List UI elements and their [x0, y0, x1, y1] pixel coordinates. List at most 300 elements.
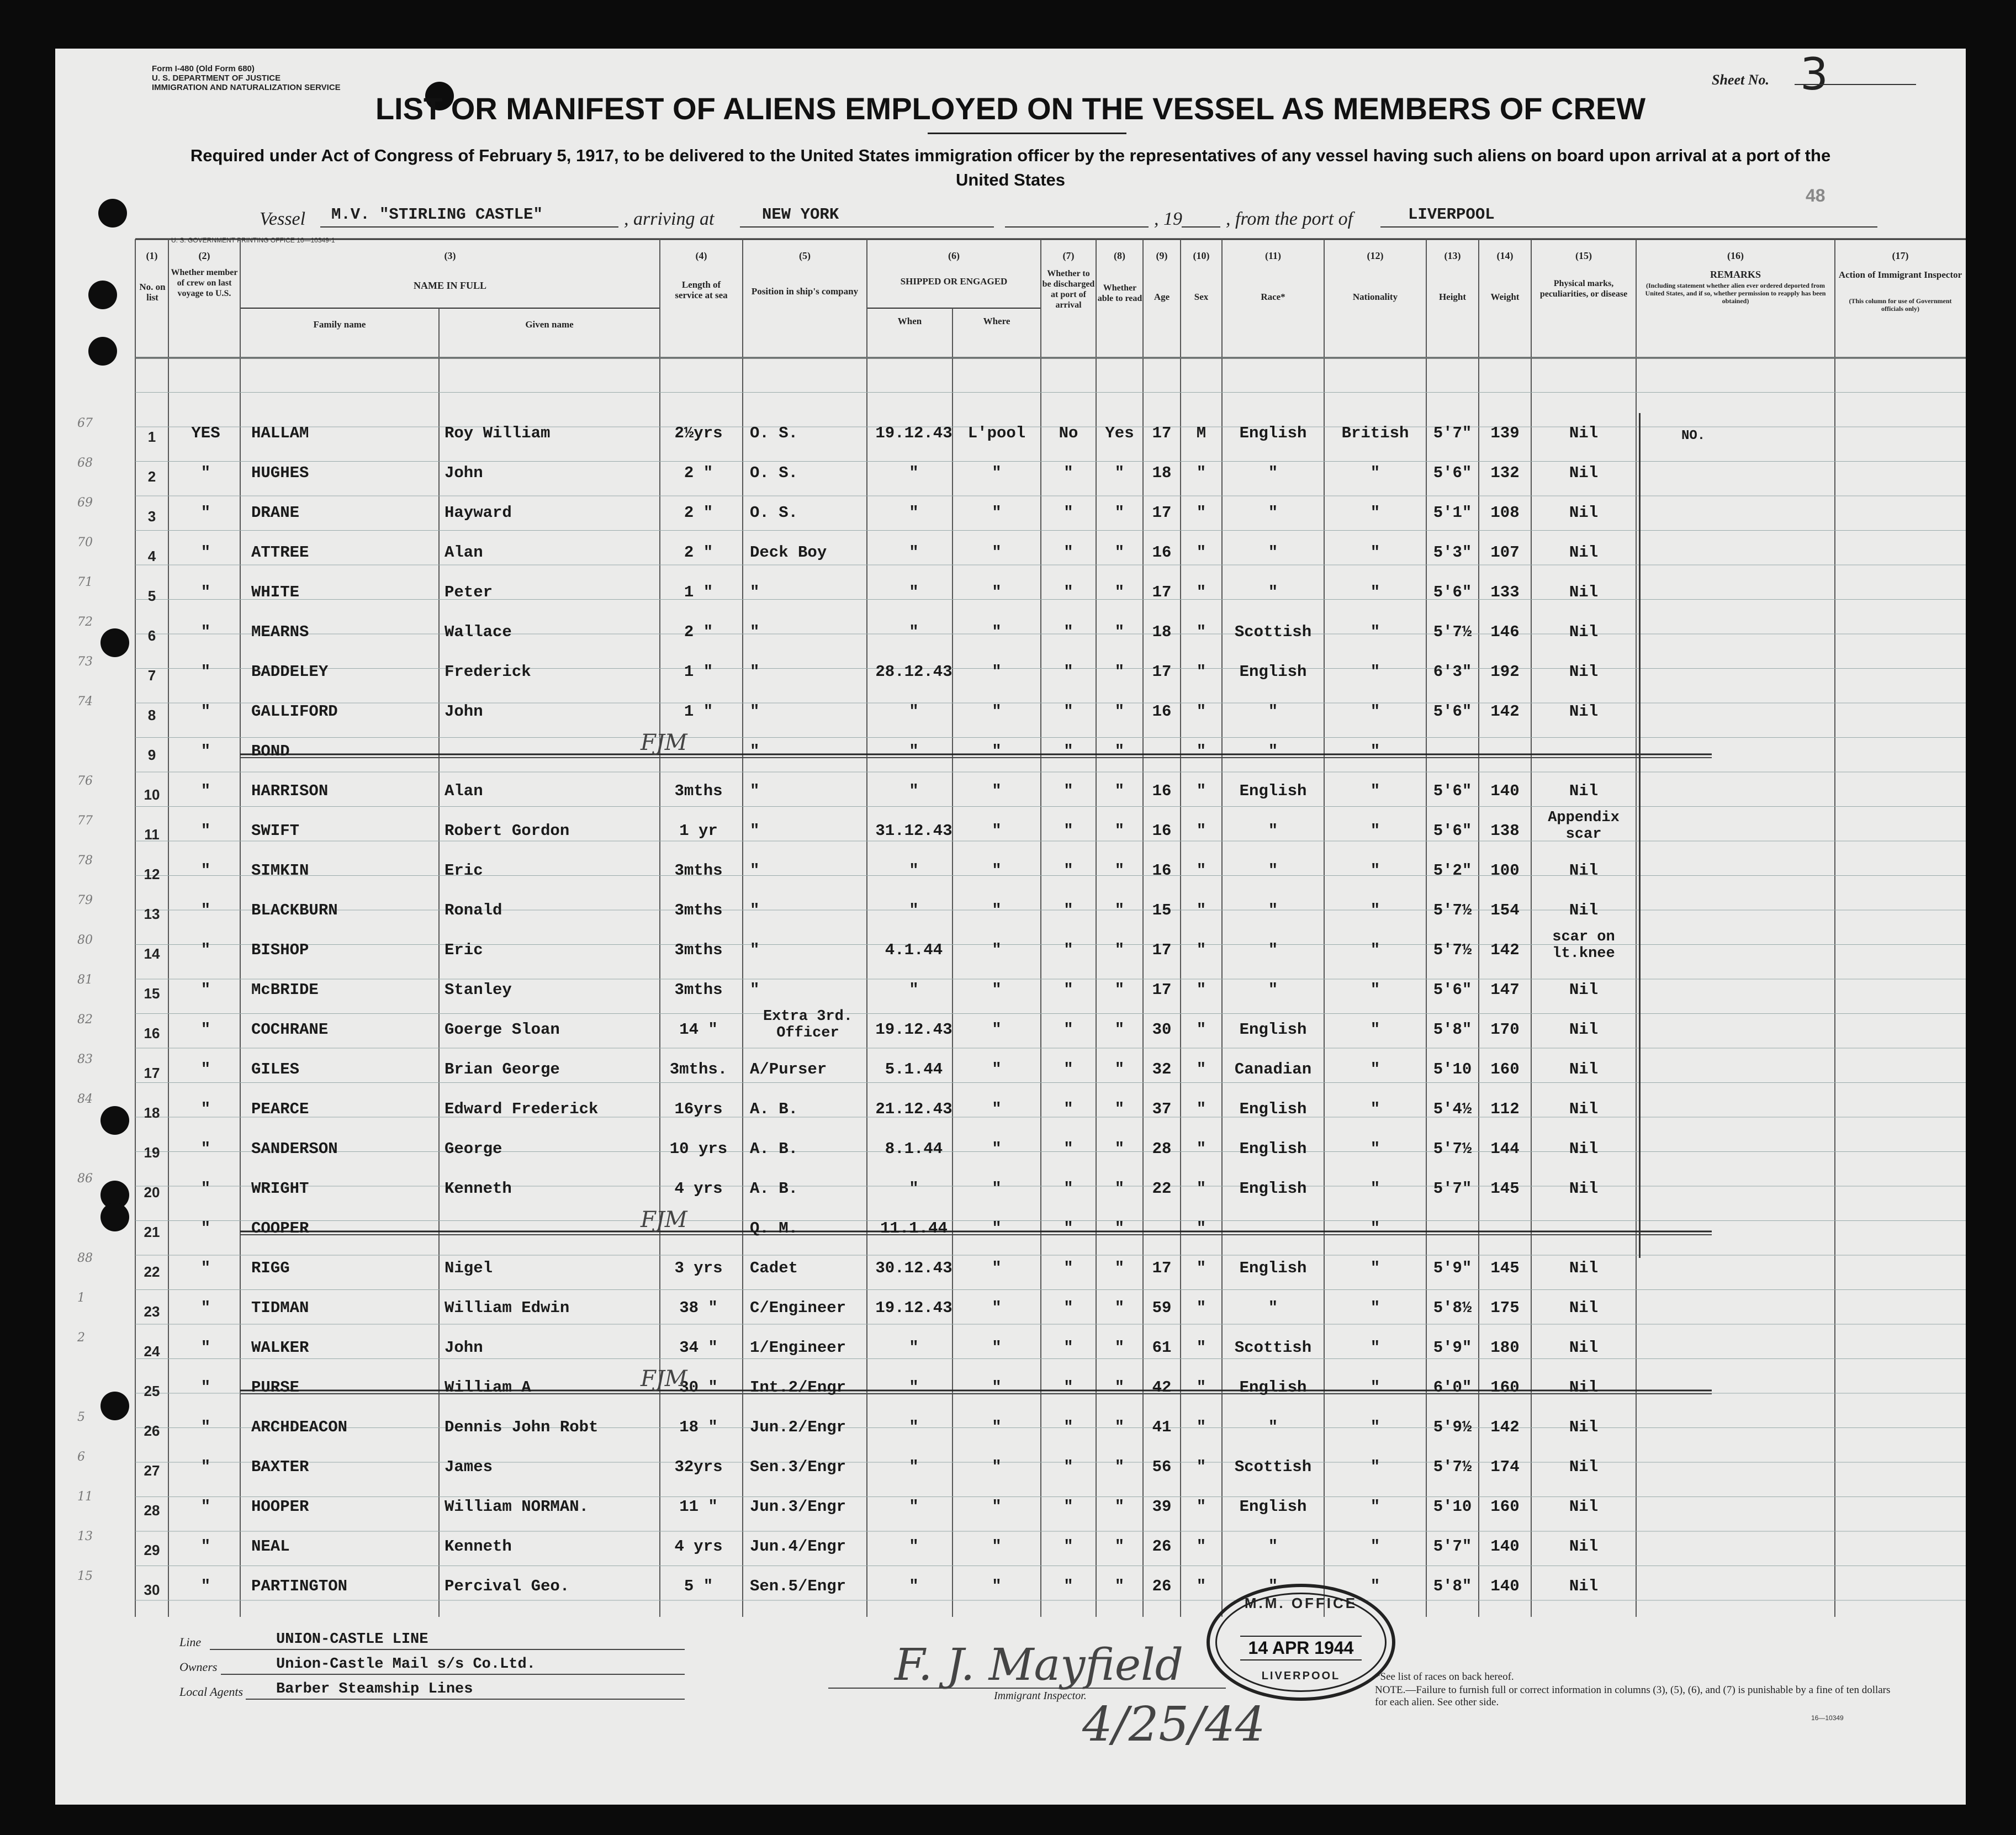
cell-race: Scottish [1234, 1458, 1312, 1476]
cell-marks: Nil [1569, 782, 1599, 800]
col-num-16: (16) [1727, 250, 1744, 261]
strike-initials: FJM [641, 1207, 687, 1233]
cell-marks: Nil [1569, 1259, 1599, 1277]
cell-disch: " [1063, 504, 1073, 522]
cell-given: William NORMAN. [445, 1498, 589, 1516]
col-header-nationality: Nationality [1352, 292, 1398, 302]
cell-age: 61 [1152, 1339, 1172, 1357]
cell-disch: " [1063, 1140, 1073, 1158]
cell-when: " [909, 504, 919, 522]
cell-prev: " [200, 981, 211, 999]
form-code: 16—10349 [1811, 1714, 1844, 1722]
cell-sex: " [1196, 1577, 1207, 1595]
table-row [55, 1331, 1966, 1378]
cell-height: 5'10 [1433, 1498, 1472, 1516]
row-number: 28 [144, 1502, 160, 1519]
cell-nat: " [1370, 702, 1380, 721]
col-header-given: Given name [525, 319, 574, 330]
cell-disch: " [1063, 782, 1073, 800]
cell-prev: YES [191, 424, 220, 442]
cell-given: Percival Geo. [445, 1577, 570, 1595]
table-row [55, 536, 1966, 583]
margin-annotation: 67 [77, 416, 93, 430]
cell-nat: " [1370, 1378, 1380, 1397]
col-header-remarks: REMARKS [1710, 269, 1761, 280]
cell-service: 16yrs [674, 1100, 723, 1118]
cell-position: A/Purser [750, 1060, 827, 1078]
line-value: UNION-CASTLE LINE [276, 1631, 428, 1648]
cell-nat: " [1370, 504, 1380, 522]
cell-read: " [1114, 1140, 1125, 1158]
col-num-11: (11) [1265, 250, 1281, 261]
cell-marks: Nil [1569, 663, 1599, 681]
cell-position: " [750, 901, 760, 919]
cell-nat: " [1370, 464, 1380, 482]
cell-height: 5'7" [1433, 1537, 1472, 1556]
cell-read: " [1114, 702, 1125, 721]
col-header-weight: Weight [1490, 292, 1520, 302]
margin-annotation: 77 [77, 814, 93, 828]
cell-family: BAXTER [251, 1458, 309, 1476]
cell-service: 2½yrs [674, 424, 723, 442]
table-row [55, 730, 1966, 782]
owners-rule [221, 1674, 685, 1675]
row-number: 16 [144, 1025, 160, 1041]
cell-position: Sen.5/Engr [750, 1577, 846, 1595]
cell-read: " [1114, 504, 1125, 522]
cell-prev: " [200, 1299, 211, 1317]
service-name: IMMIGRATION AND NATURALIZATION SERVICE [152, 83, 341, 92]
cell-family: TIDMAN [251, 1299, 309, 1317]
cell-height: 5'6" [1433, 583, 1472, 601]
cell-disch: " [1063, 623, 1073, 641]
cell-height: 6'3" [1433, 663, 1472, 681]
cell-sex: " [1196, 702, 1207, 721]
cell-service: 2 " [684, 543, 713, 562]
stamp-top-text: M.M. OFFICE [1244, 1595, 1358, 1611]
cell-age: 26 [1152, 1577, 1172, 1595]
cell-family: PURSE [251, 1378, 300, 1397]
cell-family: BLACKBURN [251, 901, 338, 919]
cell-disch: " [1063, 1259, 1073, 1277]
margin-annotation: 69 [77, 496, 93, 510]
col-header-service: Length of service at sea [675, 279, 728, 300]
cell-when: " [909, 901, 919, 919]
cell-given: John [445, 702, 483, 721]
cell-read: " [1114, 1339, 1125, 1357]
cell-prev: " [200, 1577, 211, 1595]
cell-sex: " [1196, 822, 1207, 840]
cell-weight: 108 [1490, 504, 1520, 522]
cell-when: " [909, 1378, 919, 1397]
col-num-5: (5) [799, 250, 811, 261]
cell-prev: " [200, 583, 211, 601]
cell-family: WHITE [251, 583, 300, 601]
cell-height: 5'7" [1433, 1180, 1472, 1198]
cell-age: 32 [1152, 1060, 1172, 1078]
table-row [55, 1530, 1966, 1577]
cell-prev: " [200, 623, 211, 641]
cell-prev: " [200, 1339, 211, 1357]
row-number: 17 [144, 1065, 160, 1081]
cell-sex: " [1196, 1299, 1207, 1317]
margin-annotation: 5 [77, 1410, 85, 1424]
cell-race: English [1239, 1140, 1307, 1158]
cell-when: " [909, 1537, 919, 1556]
cell-given: Stanley [445, 981, 512, 999]
cell-age: 16 [1152, 861, 1172, 880]
fine-note: NOTE.—Failure to furnish full or correct information in columns (3), (5), (6), and (7) is punishable by a fine of ten dollars for each alien. See other side. [1375, 1684, 1891, 1708]
cell-family: SANDERSON [251, 1140, 338, 1158]
row-number: 15 [144, 985, 160, 1002]
cell-position: " [750, 663, 760, 681]
col-num-15: (15) [1575, 250, 1592, 261]
form-number: Form I-480 (Old Form 680) [152, 64, 255, 73]
cell-nat: " [1370, 981, 1380, 999]
cell-service: 4 yrs [674, 1537, 723, 1556]
cell-service: 4 yrs [674, 1180, 723, 1198]
cell-given: Goerge Sloan [445, 1020, 560, 1039]
cell-when: " [909, 1458, 919, 1476]
cell-age: 17 [1152, 583, 1172, 601]
cell-where: " [992, 1577, 1002, 1595]
cell-sex: " [1196, 663, 1207, 681]
cell-marks: Nil [1569, 981, 1599, 999]
cell-where: " [992, 1100, 1002, 1118]
cell-prev: " [200, 742, 211, 760]
col-header-age: Age [1153, 292, 1170, 302]
cell-when: " [909, 464, 919, 482]
cell-weight: 138 [1490, 822, 1520, 840]
table-row [55, 1140, 1966, 1180]
cell-prev: " [200, 861, 211, 880]
cell-sex: " [1196, 901, 1207, 919]
row-number: 20 [144, 1184, 160, 1201]
cell-family: WRIGHT [251, 1180, 309, 1198]
cell-height: 5'8" [1433, 1577, 1472, 1595]
vessel-label: Vessel [260, 209, 306, 229]
cell-age: 26 [1152, 1537, 1172, 1556]
cell-height: 5'7" [1433, 424, 1472, 442]
table-row [55, 1053, 1966, 1100]
row-number: 22 [144, 1263, 160, 1280]
cell-prev: " [200, 901, 211, 919]
cell-disch: " [1063, 702, 1073, 721]
row-number: 18 [144, 1104, 160, 1121]
page-subtitle: Required under Act of Congress of February 5, 1917, to be delivered to the United States immigration officer by the representatives of any vessel having such aliens on board upon arrival at a port of the United States [190, 146, 1831, 189]
cell-weight: 139 [1490, 424, 1520, 442]
cell-race: " [1268, 1577, 1278, 1595]
cell-where: " [992, 623, 1002, 641]
cell-where: " [992, 1060, 1002, 1078]
cell-where: " [992, 1418, 1002, 1436]
cell-given: Eric [445, 941, 483, 959]
col-num-14: (14) [1496, 250, 1514, 261]
cell-where: " [992, 1537, 1002, 1556]
cell-position: " [750, 742, 760, 760]
cell-given: Robert Gordon [445, 822, 570, 840]
col-header-family: Family name [313, 319, 366, 330]
cell-read: " [1114, 901, 1125, 919]
cell-marks: Nil [1569, 1577, 1599, 1595]
row-number: 5 [147, 588, 156, 604]
cell-where: " [992, 822, 1002, 840]
cell-weight: 145 [1490, 1180, 1520, 1198]
arriving-label: , arriving at [624, 209, 715, 229]
cell-nat: " [1370, 543, 1380, 562]
margin-annotation: 82 [77, 1013, 93, 1027]
col-header-remarks-note: (Including statement whether alien ever ordered deported from United States, and if so, whether permission to reapply has been obtained) [1645, 282, 1826, 305]
cell-disch: " [1063, 901, 1073, 919]
cell-height: 5'7½ [1433, 1140, 1472, 1158]
line-label: Line [179, 1635, 202, 1649]
cell-where: " [992, 1259, 1002, 1277]
owners-label: Owners [179, 1660, 218, 1674]
cell-service: 3mths [674, 782, 723, 800]
col-header-sex: Sex [1194, 292, 1209, 302]
cell-when: " [909, 583, 919, 601]
cell-nat: " [1370, 1100, 1380, 1118]
cell-marks: Nil [1569, 1140, 1599, 1158]
cell-prev: " [200, 1418, 211, 1436]
cell-age: 16 [1152, 782, 1172, 800]
cell-age: 41 [1152, 1418, 1172, 1436]
cell-race: " [1268, 981, 1278, 999]
cell-race: " [1268, 504, 1278, 522]
cell-disch: " [1063, 1100, 1073, 1118]
cell-read: " [1114, 1299, 1125, 1317]
cell-race: English [1239, 424, 1307, 442]
cell-disch: No [1059, 424, 1078, 442]
cell-marks: Nil [1569, 1458, 1599, 1476]
cell-weight: 144 [1490, 1140, 1520, 1158]
sheet-number: 3 [1800, 49, 1828, 100]
cell-race: " [1268, 901, 1278, 919]
cell-height: 5'10 [1433, 1060, 1472, 1078]
cell-height: 5'9" [1433, 1259, 1472, 1277]
cell-read: " [1114, 464, 1125, 482]
cell-nat: " [1370, 1180, 1380, 1198]
cell-sex: " [1196, 1020, 1207, 1039]
cell-when: " [909, 981, 919, 999]
cell-nat: British [1341, 424, 1409, 442]
margin-annotation: 68 [77, 456, 93, 470]
row-number: 1 [147, 429, 156, 445]
table-row [55, 1207, 1966, 1259]
cell-marks: Nil [1569, 861, 1599, 880]
cell-service: 11 " [679, 1498, 718, 1516]
cell-service: 5 " [684, 1577, 713, 1595]
cell-when: 31.12.43 [875, 822, 953, 840]
cell-sex: " [1196, 1100, 1207, 1118]
cell-where: " [992, 1299, 1002, 1317]
row-number: 21 [144, 1224, 160, 1240]
cell-marks: Nil [1569, 623, 1599, 641]
strike-initials: FJM [641, 1366, 687, 1392]
cell-nat: " [1370, 822, 1380, 840]
cell-height: 5'7½ [1433, 1458, 1472, 1476]
cell-family: ATTREE [251, 543, 309, 562]
cell-given: Alan [445, 782, 483, 800]
cell-age: 28 [1152, 1140, 1172, 1158]
cell-read: Yes [1105, 424, 1134, 442]
cell-nat: " [1370, 861, 1380, 880]
cell-race: " [1268, 543, 1278, 562]
table-row [55, 496, 1966, 543]
cell-where: " [992, 583, 1002, 601]
cell-given: Edward Frederick [445, 1100, 599, 1118]
cell-given: Frederick [445, 663, 531, 681]
cell-height: 5'9½ [1433, 1418, 1472, 1436]
cell-race: " [1268, 742, 1278, 760]
cell-read: " [1114, 1259, 1125, 1277]
cell-sex: " [1196, 742, 1207, 760]
cell-position: " [750, 861, 760, 880]
col-header-race: Race* [1261, 292, 1285, 302]
margin-annotation: 70 [77, 536, 93, 549]
cell-family: HALLAM [251, 424, 309, 442]
cell-where: " [992, 504, 1002, 522]
cell-disch: " [1063, 1537, 1073, 1556]
cell-sex: " [1196, 1537, 1207, 1556]
cell-given: William A [445, 1378, 531, 1397]
races-note: *See list of races on back hereof. [1375, 1671, 1514, 1683]
owners-value: Union-Castle Mail s/s Co.Ltd. [276, 1656, 536, 1673]
cell-weight: 100 [1490, 861, 1520, 880]
cell-prev: " [200, 1100, 211, 1118]
cell-sex: " [1196, 1219, 1207, 1238]
cell-nat: " [1370, 1020, 1380, 1039]
cell-age: 17 [1152, 424, 1172, 442]
cell-where: " [992, 1339, 1002, 1357]
cell-marks: Nil [1569, 543, 1599, 562]
year-label: , 19 [1154, 209, 1182, 229]
cell-age: 30 [1152, 1020, 1172, 1039]
cell-sex: " [1196, 981, 1207, 999]
cell-height: 5'6" [1433, 981, 1472, 999]
cell-sex: " [1196, 1259, 1207, 1277]
cell-service: 1 " [684, 583, 713, 601]
cell-race: Scottish [1234, 623, 1312, 641]
cell-weight: 133 [1490, 583, 1520, 601]
cell-race: " [1268, 941, 1278, 959]
cell-read: " [1114, 1458, 1125, 1476]
manifest-sheet [55, 49, 1966, 1805]
cell-service: 34 " [679, 1339, 718, 1357]
cell-marks: Nil [1569, 1339, 1599, 1357]
cell-race: English [1239, 663, 1307, 681]
cell-disch: " [1063, 822, 1073, 840]
cell-sex: " [1196, 1378, 1207, 1397]
margin-annotation: 6 [77, 1450, 85, 1464]
col-header-read: Whether able to read [1097, 283, 1142, 303]
margin-annotation: 84 [77, 1092, 93, 1106]
cell-when: 19.12.43 [875, 424, 953, 442]
cell-sex: " [1196, 464, 1207, 482]
cell-sex: " [1196, 1339, 1207, 1357]
cell-marks: Nil [1569, 1100, 1599, 1118]
cell-family: McBRIDE [251, 981, 319, 999]
cell-where: " [992, 782, 1002, 800]
cell-service: 2 " [684, 464, 713, 482]
col-num-2: (2) [198, 250, 210, 261]
cell-nat: " [1370, 663, 1380, 681]
cell-height: 5'7½ [1433, 941, 1472, 959]
cell-position: A. B. [750, 1140, 798, 1158]
table-row [55, 810, 1966, 861]
vessel-name: M.V. "STIRLING CASTLE" [331, 205, 543, 224]
col-header-prev-voyage: Whether member of crew on last voyage to U.S. [171, 268, 238, 298]
cell-weight: 154 [1490, 901, 1520, 919]
cell-age: 17 [1152, 981, 1172, 999]
cell-sex: " [1196, 782, 1207, 800]
cell-weight: 112 [1490, 1100, 1520, 1118]
cell-position: Jun.2/Engr [750, 1418, 846, 1436]
cell-prev: " [200, 702, 211, 721]
cell-where: " [992, 1378, 1002, 1397]
cell-disch: " [1063, 1060, 1073, 1078]
row-number: 14 [144, 945, 160, 962]
cell-marks: Nil [1569, 702, 1599, 721]
cell-when: " [909, 1418, 919, 1436]
cell-family: GILES [251, 1060, 300, 1078]
cell-sex: " [1196, 504, 1207, 522]
agents-label: Local Agents [179, 1685, 244, 1699]
cell-weight: 132 [1490, 464, 1520, 482]
cell-service: 1 " [684, 663, 713, 681]
cell-position: " [750, 782, 760, 800]
cell-position: Deck Boy [750, 543, 827, 562]
cell-height: 5'6" [1433, 702, 1472, 721]
cell-where: " [992, 464, 1002, 482]
cell-prev: " [200, 1060, 211, 1078]
cell-height: 5'6" [1433, 782, 1472, 800]
cell-family: MEARNS [251, 623, 309, 641]
cell-given: Kenneth [445, 1180, 512, 1198]
cell-given: George [445, 1140, 502, 1158]
cell-read: " [1114, 1219, 1125, 1238]
cell-given: William Edwin [445, 1299, 570, 1317]
cell-service: 14 " [679, 1020, 718, 1039]
cell-marks: Nil [1569, 1418, 1599, 1436]
cell-family: HUGHES [251, 464, 309, 482]
cell-position: C/Engineer [750, 1299, 846, 1317]
cell-disch: " [1063, 1020, 1073, 1039]
table-row [55, 1008, 1966, 1060]
cell-when: " [909, 742, 919, 760]
table-row [55, 1450, 1966, 1498]
cell-given: Hayward [445, 504, 512, 522]
cell-when: " [909, 702, 919, 721]
cell-disch: " [1063, 1418, 1073, 1436]
cell-where: " [992, 663, 1002, 681]
cell-age: 18 [1152, 623, 1172, 641]
cell-marks: Nil [1569, 1498, 1599, 1516]
cell-prev: " [200, 504, 211, 522]
cell-family: HOOPER [251, 1498, 309, 1516]
cell-given: John [445, 1339, 483, 1357]
cell-position: Int.2/Engr [750, 1378, 846, 1397]
cell-read: " [1114, 981, 1125, 999]
inspection-date: 4/25/44 [1082, 1697, 1266, 1752]
cell-age: 17 [1152, 663, 1172, 681]
cell-nat: " [1370, 1219, 1380, 1238]
cell-read: " [1114, 1577, 1125, 1595]
cell-sex: M [1196, 424, 1207, 442]
col-num-6: (6) [948, 250, 960, 261]
cell-when: " [909, 1339, 919, 1357]
cell-service: 1 yr [679, 822, 718, 840]
